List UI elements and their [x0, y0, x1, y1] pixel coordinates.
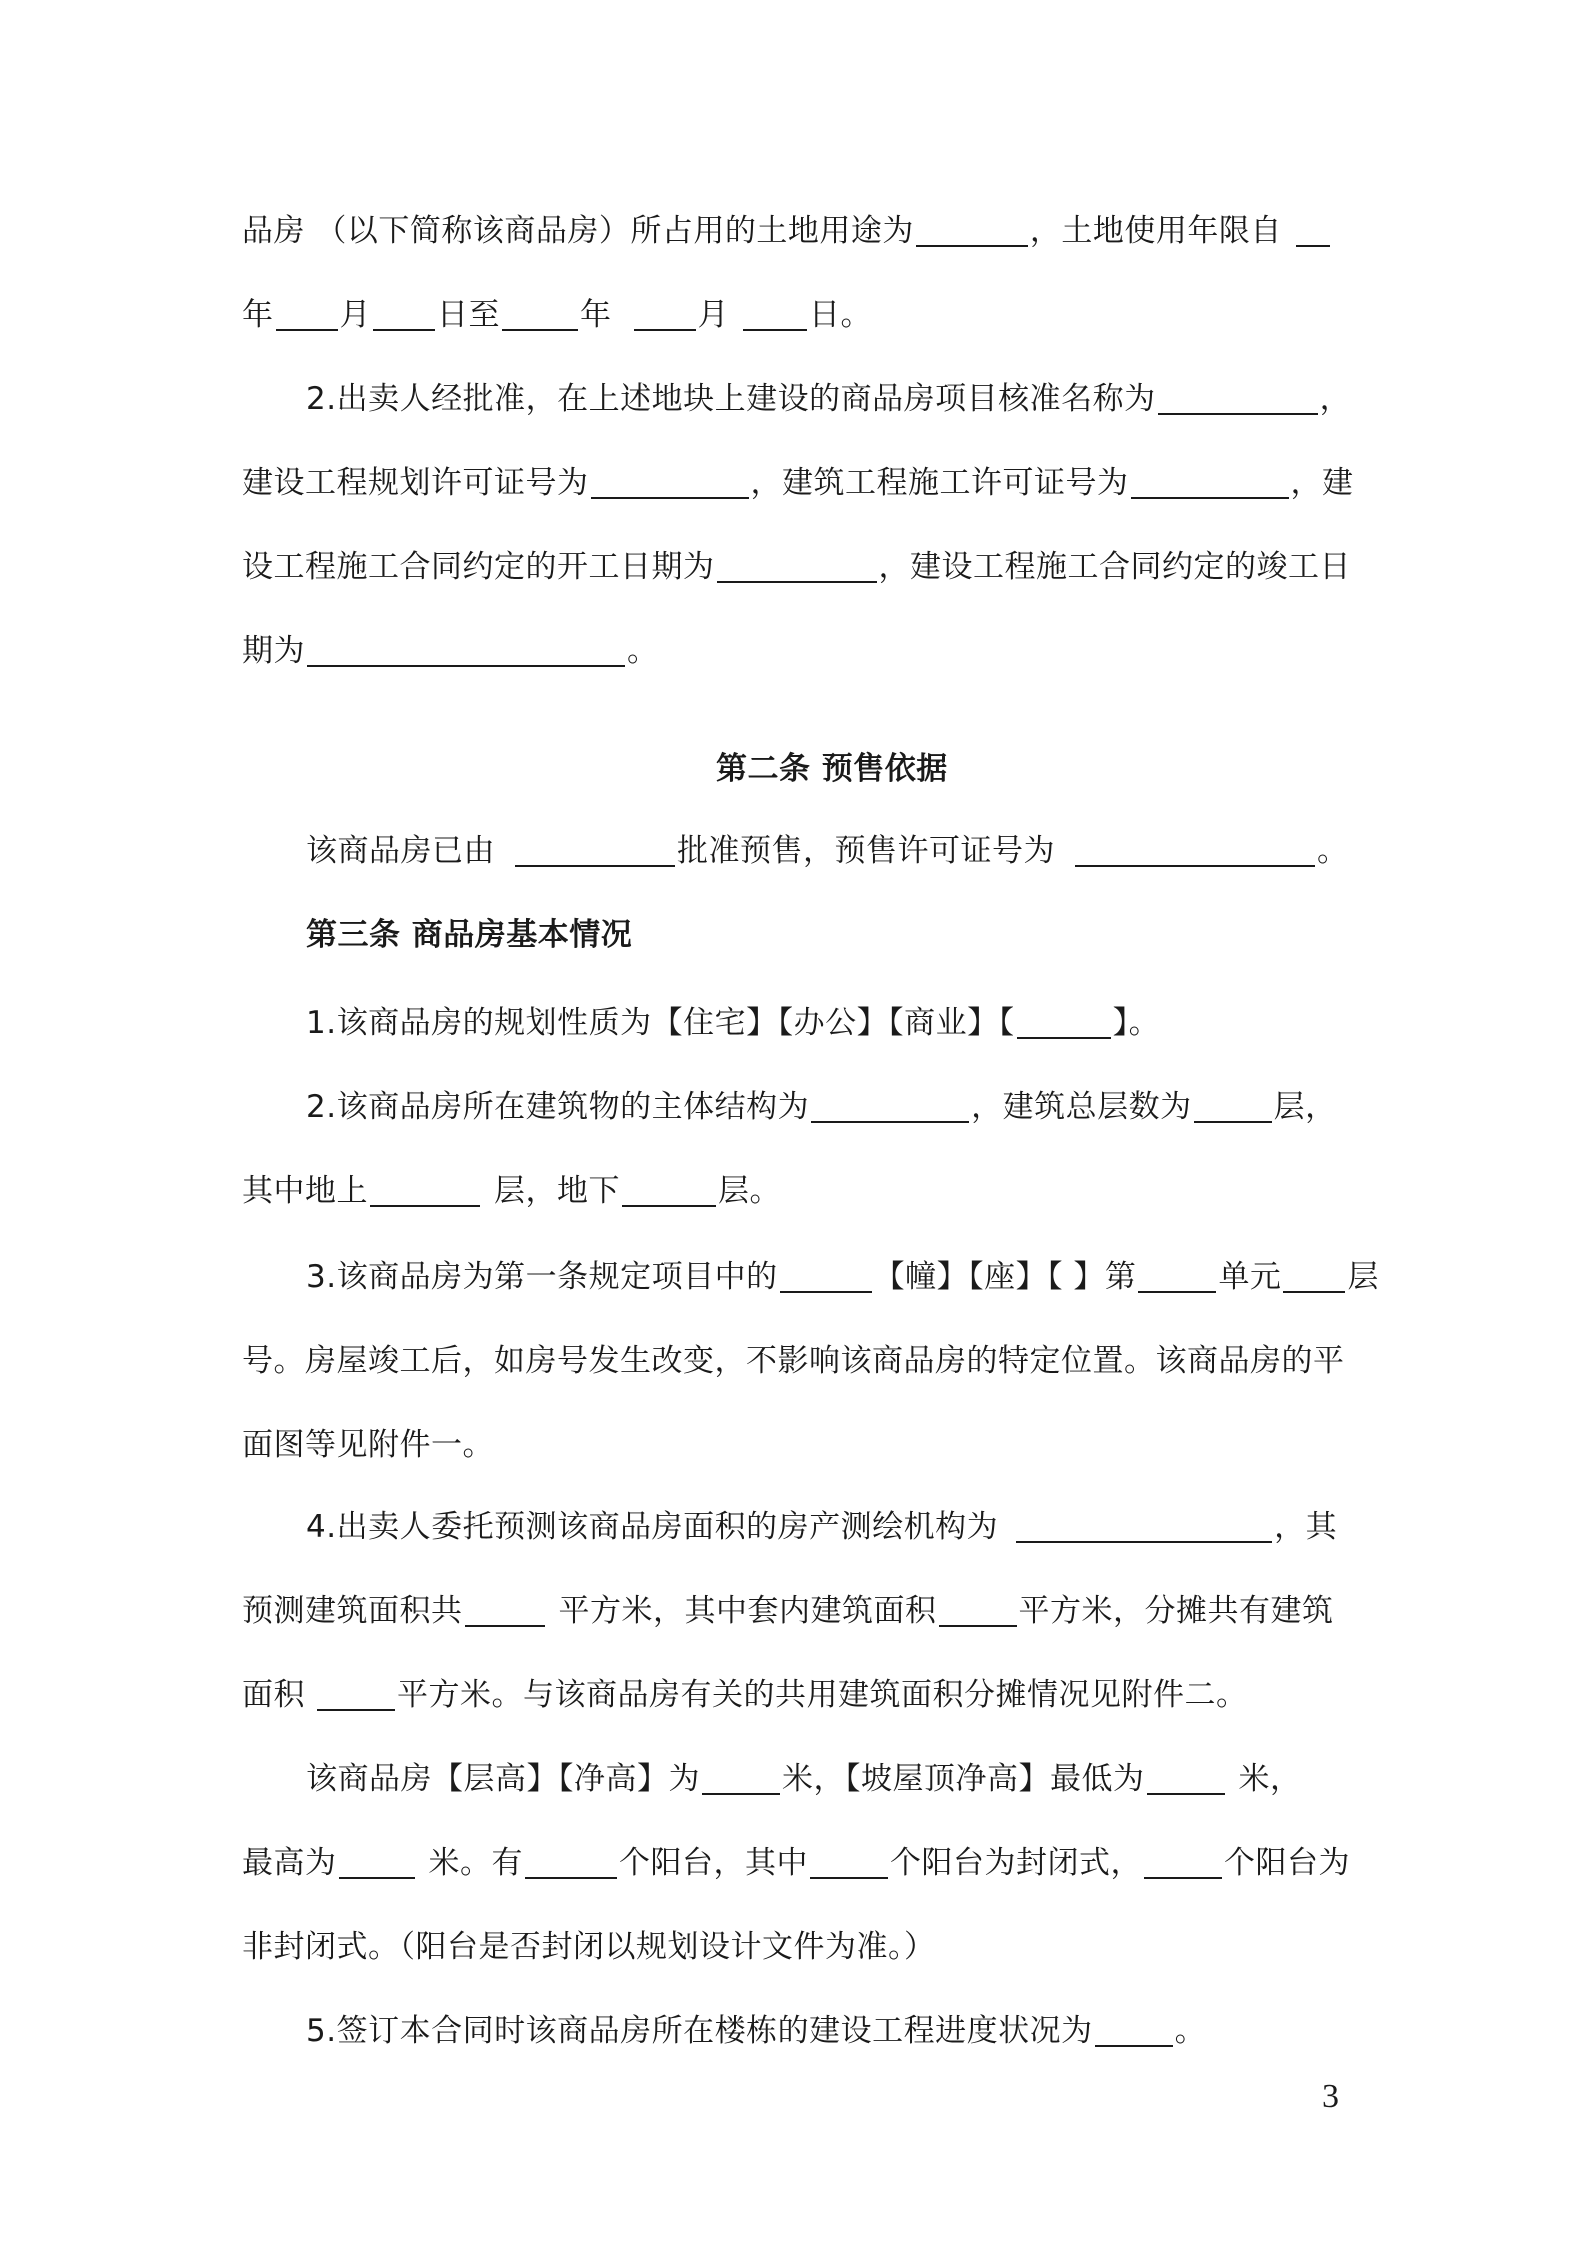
text-segment: 月: [339, 297, 371, 333]
text-segment: 4.出卖人委托预测该商品房面积的房产测绘机构为: [306, 1509, 999, 1545]
text-segment: 期为: [242, 633, 305, 669]
text-segment: 。: [627, 633, 659, 669]
text-line: [242, 1420, 1354, 1470]
fill-blank[interactable]: [370, 1169, 480, 1207]
text-line: [242, 290, 1354, 340]
fill-blank[interactable]: [307, 629, 625, 667]
text-segment: 日。: [809, 297, 872, 333]
text-line: [242, 1670, 1354, 1720]
fill-blank[interactable]: [1283, 1255, 1345, 1293]
text-segment: 面积: [242, 1677, 305, 1713]
text-line: [242, 206, 1354, 256]
fill-blank[interactable]: [916, 209, 1028, 247]
text-segment: 【幢】【座】【 】第: [873, 1259, 1137, 1295]
text-line: [306, 2006, 1418, 2056]
text-line: [242, 1336, 1354, 1386]
fill-blank[interactable]: [525, 1841, 617, 1879]
text-segment: 最高为: [242, 1845, 337, 1881]
text-line: [306, 998, 1418, 1048]
fill-blank[interactable]: [1131, 461, 1289, 499]
fill-blank[interactable]: [717, 545, 877, 583]
text-segment: 2.该商品房所在建筑物的主体结构为: [306, 1089, 810, 1125]
fill-blank[interactable]: [939, 1589, 1017, 1627]
fill-blank[interactable]: [702, 1757, 780, 1795]
fill-blank[interactable]: [743, 293, 807, 331]
fill-blank[interactable]: [1017, 1001, 1111, 1039]
fill-blank[interactable]: [1144, 1841, 1222, 1879]
fill-blank[interactable]: [465, 1589, 545, 1627]
text-segment: 3.该商品房为第一条规定项目中的: [306, 1259, 778, 1295]
text-segment: ，: [1319, 381, 1352, 417]
text-segment: 5.签订本合同时该商品房所在楼栋的建设工程进度状况为: [306, 2013, 1093, 2049]
text-segment: 单元: [1218, 1259, 1282, 1295]
fill-blank[interactable]: [502, 293, 578, 331]
fill-blank[interactable]: [276, 293, 338, 331]
text-segment: 层，地下: [494, 1173, 620, 1209]
text-segment: 个阳台，其中: [619, 1845, 808, 1881]
text-segment: 该商品房已由: [306, 833, 495, 869]
page-number: 3: [1322, 2078, 1339, 2115]
text-segment: 】。: [1112, 1005, 1161, 1041]
fill-blank[interactable]: [811, 1085, 969, 1123]
text-line: [242, 458, 1354, 508]
text-line: [242, 542, 1354, 592]
text-segment: 。: [1317, 833, 1349, 869]
text-line: [242, 1922, 1354, 1972]
text-segment: 年: [242, 297, 274, 333]
text-segment: 批准预售，预售许可证号为: [677, 833, 1055, 869]
text-line: [242, 626, 1354, 676]
text-segment: 品房 （以下简称该商品房）所占用的土地用途为: [242, 213, 914, 249]
text-segment: ，土地使用年限自: [1029, 213, 1282, 249]
text-segment: 日至: [437, 297, 500, 333]
section-heading: [306, 910, 1418, 960]
text-segment: 平方米，分摊共有建筑: [1018, 1593, 1334, 1629]
section-heading: [716, 744, 1016, 794]
text-segment: 预测建筑面积共: [242, 1593, 463, 1629]
text-segment: ，其: [1274, 1509, 1338, 1545]
text-segment: ，建: [1290, 465, 1354, 501]
text-segment: 层，: [1273, 1089, 1337, 1125]
text-segment: 平方米。与该商品房有关的共用建筑面积分摊情况见附件二。: [397, 1677, 1248, 1713]
text-segment: 建设工程规划许可证号为: [242, 465, 589, 501]
text-segment: 2.出卖人经批准，在上述地块上建设的商品房项目核准名称为: [306, 381, 1156, 417]
text-line: [242, 1166, 1354, 1216]
text-segment: ，建设工程施工合同约定的竣工日: [878, 549, 1351, 585]
text-segment: 1.该商品房的规划性质为【住宅】【办公】【商业】【: [306, 1005, 1015, 1041]
text-line: [306, 1502, 1418, 1552]
text-line: [306, 1754, 1418, 1804]
fill-blank[interactable]: [780, 1255, 872, 1293]
text-segment: 月: [697, 297, 729, 333]
text-line: [242, 1586, 1354, 1636]
text-segment: 。: [1174, 2013, 1207, 2049]
text-segment: 年: [580, 297, 612, 333]
text-line: [242, 1838, 1354, 1888]
fill-blank[interactable]: [622, 1169, 716, 1207]
fill-blank[interactable]: [1075, 829, 1315, 867]
fill-blank[interactable]: [1194, 1085, 1272, 1123]
fill-blank[interactable]: [1095, 2009, 1173, 2047]
fill-blank[interactable]: [515, 829, 675, 867]
text-segment: 层。: [718, 1173, 781, 1209]
text-segment: 面图等见附件一。: [242, 1427, 494, 1463]
text-segment: 米，【坡屋顶净高】最低为: [782, 1761, 1145, 1797]
heading-text: 第三条 商品房基本情况: [306, 917, 633, 953]
fill-blank[interactable]: [634, 293, 696, 331]
fill-blank[interactable]: [591, 461, 749, 499]
fill-blank[interactable]: [810, 1841, 888, 1879]
text-line: [306, 826, 1418, 876]
text-segment: 其中地上: [242, 1173, 368, 1209]
text-segment: 层: [1347, 1259, 1379, 1295]
text-segment: 该商品房【层高】【净高】为: [306, 1761, 700, 1797]
text-line: [306, 374, 1418, 424]
text-segment: 米。有: [428, 1845, 523, 1881]
text-segment: 非封闭式。（阳台是否封闭以规划设计文件为准。）: [242, 1929, 936, 1965]
fill-blank[interactable]: [1016, 1505, 1272, 1543]
fill-blank[interactable]: [1147, 1757, 1225, 1795]
fill-blank[interactable]: [339, 1841, 415, 1879]
fill-blank[interactable]: [1296, 209, 1330, 247]
fill-blank[interactable]: [317, 1673, 395, 1711]
text-segment: 米，: [1238, 1761, 1302, 1797]
fill-blank[interactable]: [1158, 377, 1318, 415]
fill-blank[interactable]: [373, 293, 435, 331]
text-segment: 个阳台为封闭式，: [890, 1845, 1142, 1881]
text-line: [306, 1082, 1418, 1132]
text-segment: 个阳台为: [1224, 1845, 1350, 1881]
text-line: [306, 1252, 1418, 1302]
fill-blank[interactable]: [1138, 1255, 1216, 1293]
text-segment: 设工程施工合同约定的开工日期为: [242, 549, 715, 585]
heading-text: 第二条 预售依据: [716, 751, 948, 787]
text-segment: 号。房屋竣工后，如房号发生改变，不影响该商品房的特定位置。该商品房的平: [242, 1343, 1345, 1379]
text-segment: ，建筑总层数为: [971, 1089, 1192, 1125]
text-segment: 平方米，其中套内建筑面积: [558, 1593, 937, 1629]
text-segment: ，建筑工程施工许可证号为: [750, 465, 1129, 501]
